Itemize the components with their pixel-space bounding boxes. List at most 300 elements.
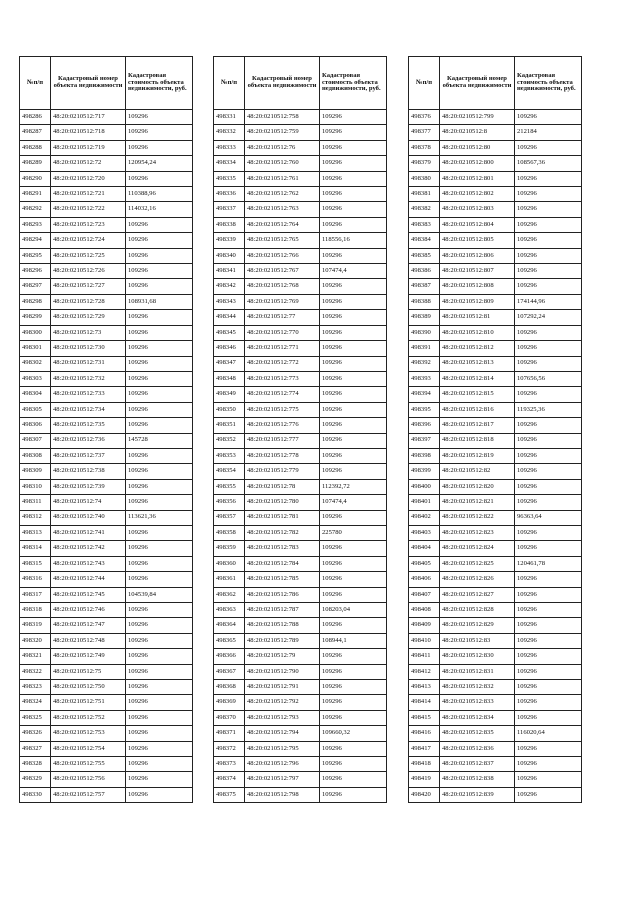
cadastral-cost-cell: 120461,78 [515, 556, 582, 571]
table-header-row [20, 57, 193, 110]
cadastral-number-cell: 48:20:0210512:820 [440, 479, 515, 494]
cadastral-cost-cell: 109296 [126, 680, 193, 695]
cadastral-number-cell: 48:20:0210512:831 [440, 664, 515, 679]
cadastral-number-cell: 48:20:0210512:76 [245, 140, 320, 155]
cadastral-number-cell: 48:20:0210512:744 [51, 572, 126, 587]
row-number-cell: 498369 [214, 695, 245, 710]
cadastral-cost-cell: 109296 [126, 741, 193, 756]
table-row [20, 171, 193, 186]
row-number-cell: 498383 [409, 217, 440, 232]
row-number-cell: 498319 [20, 618, 51, 633]
header-cadastral-cost: Кадастровая стоимость объекта недвижимости, руб. [126, 57, 193, 110]
row-number-cell: 498405 [409, 556, 440, 571]
row-number-cell: 498360 [214, 556, 245, 571]
table-row [409, 464, 582, 479]
row-number-cell: 498350 [214, 402, 245, 417]
cadastral-cost-cell: 109296 [126, 525, 193, 540]
cadastral-cost-cell: 109296 [320, 741, 387, 756]
cadastral-cost-cell: 109296 [126, 418, 193, 433]
table-row [214, 110, 387, 125]
table-row [20, 125, 193, 140]
table-row [20, 248, 193, 263]
table-header-row [409, 57, 582, 110]
cadastral-cost-cell: 109296 [320, 371, 387, 386]
row-number-cell: 498355 [214, 479, 245, 494]
cadastral-cost-cell: 109296 [515, 448, 582, 463]
row-number-cell: 498416 [409, 726, 440, 741]
cadastral-number-cell: 48:20:0210512:728 [51, 294, 126, 309]
row-number-cell: 498357 [214, 510, 245, 525]
table-row [20, 433, 193, 448]
header-cadastral-cost: Кадастровая стоимость объекта недвижимости, руб. [320, 57, 387, 110]
cadastral-cost-cell: 109296 [320, 140, 387, 155]
row-number-cell: 498349 [214, 387, 245, 402]
table-row [214, 464, 387, 479]
row-number-cell: 498410 [409, 633, 440, 648]
cadastral-cost-cell: 112392,72 [320, 479, 387, 494]
cadastral-cost-cell: 109296 [320, 217, 387, 232]
table-row [20, 695, 193, 710]
cadastral-number-cell: 48:20:0210512:827 [440, 587, 515, 602]
cadastral-number-cell: 48:20:0210512:753 [51, 726, 126, 741]
cadastral-number-cell: 48:20:0210512:725 [51, 248, 126, 263]
cadastral-cost-cell: 109296 [515, 325, 582, 340]
cadastral-cost-cell: 145728 [126, 433, 193, 448]
table-row [20, 217, 193, 232]
table-row [214, 556, 387, 571]
cadastral-cost-cell: 109296 [515, 202, 582, 217]
row-number-cell: 498327 [20, 741, 51, 756]
row-number-cell: 498415 [409, 710, 440, 725]
row-number-cell: 498407 [409, 587, 440, 602]
row-number-cell: 498347 [214, 356, 245, 371]
row-number-cell: 498372 [214, 741, 245, 756]
cadastral-number-cell: 48:20:0210512:717 [51, 110, 126, 125]
cadastral-cost-cell: 109296 [320, 171, 387, 186]
cadastral-number-cell: 48:20:0210512:83 [440, 633, 515, 648]
row-number-cell: 498397 [409, 433, 440, 448]
row-number-cell: 498387 [409, 279, 440, 294]
row-number-cell: 498373 [214, 757, 245, 772]
row-number-cell: 498362 [214, 587, 245, 602]
cadastral-cost-cell: 109296 [515, 664, 582, 679]
row-number-cell: 498377 [409, 125, 440, 140]
cadastral-cost-cell: 109296 [126, 541, 193, 556]
table-row [409, 387, 582, 402]
table-row [20, 525, 193, 540]
table-row [20, 464, 193, 479]
row-number-cell: 498296 [20, 264, 51, 279]
cadastral-number-cell: 48:20:0210512:779 [245, 464, 320, 479]
cadastral-cost-cell: 174144,96 [515, 294, 582, 309]
row-number-cell: 498328 [20, 757, 51, 772]
cadastral-cost-cell: 109296 [515, 603, 582, 618]
header-cadastral-cost: Кадастровая стоимость объекта недвижимости, руб. [515, 57, 582, 110]
cadastral-number-cell: 48:20:0210512:825 [440, 556, 515, 571]
cadastral-number-cell: 48:20:0210512:786 [245, 587, 320, 602]
table-row [214, 156, 387, 171]
cadastral-number-cell: 48:20:0210512:823 [440, 525, 515, 540]
cadastral-number-cell: 48:20:0210512:757 [51, 787, 126, 802]
row-number-cell: 498403 [409, 525, 440, 540]
table-row [409, 110, 582, 125]
row-number-cell: 498409 [409, 618, 440, 633]
cadastral-number-cell: 48:20:0210512:792 [245, 695, 320, 710]
cadastral-cost-cell: 109296 [320, 572, 387, 587]
cadastral-cost-cell: 109296 [515, 264, 582, 279]
cadastral-number-cell: 48:20:0210512:743 [51, 556, 126, 571]
row-number-cell: 498295 [20, 248, 51, 263]
table-row [409, 787, 582, 802]
cadastral-cost-cell: 114032,16 [126, 202, 193, 217]
row-number-cell: 498303 [20, 371, 51, 386]
cadastral-cost-cell: 109296 [515, 618, 582, 633]
cadastral-cost-cell: 109296 [320, 510, 387, 525]
table-row [409, 310, 582, 325]
cadastral-cost-cell: 119325,36 [515, 402, 582, 417]
cadastral-number-cell: 48:20:0210512:8 [440, 125, 515, 140]
cadastral-cost-cell: 109296 [126, 279, 193, 294]
cadastral-number-cell: 48:20:0210512:734 [51, 402, 126, 417]
table-row [409, 156, 582, 171]
cadastral-number-cell: 48:20:0210512:77 [245, 310, 320, 325]
table-row [409, 433, 582, 448]
cadastral-cost-cell: 109296 [515, 772, 582, 787]
row-number-cell: 498392 [409, 356, 440, 371]
row-number-cell: 498368 [214, 680, 245, 695]
cadastral-cost-cell: 109296 [320, 710, 387, 725]
cadastral-cost-cell: 109296 [515, 649, 582, 664]
cadastral-number-cell: 48:20:0210512:718 [51, 125, 126, 140]
cadastral-cost-cell: 109296 [320, 772, 387, 787]
cadastral-number-cell: 48:20:0210512:771 [245, 341, 320, 356]
table-row [214, 125, 387, 140]
table-row [409, 371, 582, 386]
table-row [214, 310, 387, 325]
table-row [409, 448, 582, 463]
table-row [214, 479, 387, 494]
row-number-cell: 498359 [214, 541, 245, 556]
table-row [214, 633, 387, 648]
cadastral-cost-cell: 104539,84 [126, 587, 193, 602]
table-row [20, 110, 193, 125]
cadastral-number-cell: 48:20:0210512:796 [245, 757, 320, 772]
cadastral-cost-cell: 109296 [515, 710, 582, 725]
cadastral-cost-cell: 109296 [320, 156, 387, 171]
cadastral-number-cell: 48:20:0210512:828 [440, 603, 515, 618]
table-row [20, 156, 193, 171]
row-number-cell: 498330 [20, 787, 51, 802]
row-number-cell: 498393 [409, 371, 440, 386]
row-number-cell: 498356 [214, 495, 245, 510]
cadastral-number-cell: 48:20:0210512:836 [440, 741, 515, 756]
cadastral-number-cell: 48:20:0210512:751 [51, 695, 126, 710]
cadastral-cost-cell: 109296 [515, 541, 582, 556]
row-number-cell: 498380 [409, 171, 440, 186]
table-row [214, 356, 387, 371]
row-number-cell: 498314 [20, 541, 51, 556]
cadastral-cost-cell: 109296 [515, 110, 582, 125]
cadastral-number-cell: 48:20:0210512:756 [51, 772, 126, 787]
cadastral-cost-cell: 109296 [320, 341, 387, 356]
table-row [409, 233, 582, 248]
cadastral-cost-cell: 109296 [320, 387, 387, 402]
row-number-cell: 498299 [20, 310, 51, 325]
cadastral-cost-cell: 109296 [126, 464, 193, 479]
cadastral-cost-cell: 109296 [515, 433, 582, 448]
table-row [409, 603, 582, 618]
row-number-cell: 498321 [20, 649, 51, 664]
table-row [20, 387, 193, 402]
cadastral-number-cell: 48:20:0210512:812 [440, 341, 515, 356]
table-row [409, 556, 582, 571]
table-row [409, 402, 582, 417]
header-number: №п/п [214, 57, 245, 110]
table-row [409, 510, 582, 525]
table-row [214, 171, 387, 186]
row-number-cell: 498334 [214, 156, 245, 171]
cadastral-number-cell: 48:20:0210512:785 [245, 572, 320, 587]
table-row [20, 710, 193, 725]
cadastral-cost-cell: 109296 [320, 325, 387, 340]
row-number-cell: 498400 [409, 479, 440, 494]
cadastral-number-cell: 48:20:0210512:798 [245, 787, 320, 802]
table-row [20, 572, 193, 587]
row-number-cell: 498378 [409, 140, 440, 155]
cadastral-cost-cell: 109296 [126, 448, 193, 463]
row-number-cell: 498331 [214, 110, 245, 125]
row-number-cell: 498335 [214, 171, 245, 186]
row-number-cell: 498388 [409, 294, 440, 309]
cadastral-number-cell: 48:20:0210512:740 [51, 510, 126, 525]
header-number: №п/п [20, 57, 51, 110]
row-number-cell: 498290 [20, 171, 51, 186]
row-number-cell: 498336 [214, 187, 245, 202]
row-number-cell: 498363 [214, 603, 245, 618]
cadastral-cost-cell: 109296 [515, 464, 582, 479]
row-number-cell: 498371 [214, 726, 245, 741]
row-number-cell: 498301 [20, 341, 51, 356]
table-row [409, 741, 582, 756]
row-number-cell: 498361 [214, 572, 245, 587]
row-number-cell: 498306 [20, 418, 51, 433]
table-row [214, 757, 387, 772]
cadastral-number-cell: 48:20:0210512:727 [51, 279, 126, 294]
cadastral-number-cell: 48:20:0210512:735 [51, 418, 126, 433]
cadastral-cost-cell: 109296 [320, 125, 387, 140]
table-row [20, 279, 193, 294]
row-number-cell: 498315 [20, 556, 51, 571]
table-row [214, 710, 387, 725]
cadastral-number-cell: 48:20:0210512:814 [440, 371, 515, 386]
row-number-cell: 498401 [409, 495, 440, 510]
table-row [20, 264, 193, 279]
cadastral-number-cell: 48:20:0210512:733 [51, 387, 126, 402]
cadastral-number-cell: 48:20:0210512:754 [51, 741, 126, 756]
table-row [214, 741, 387, 756]
table-row [409, 772, 582, 787]
cadastral-cost-cell: 109296 [515, 695, 582, 710]
table-row [20, 402, 193, 417]
cadastral-cost-cell: 109296 [515, 217, 582, 232]
table-row [409, 649, 582, 664]
cadastral-number-cell: 48:20:0210512:790 [245, 664, 320, 679]
row-number-cell: 498402 [409, 510, 440, 525]
row-number-cell: 498343 [214, 294, 245, 309]
cadastral-number-cell: 48:20:0210512:797 [245, 772, 320, 787]
table-row [214, 787, 387, 802]
row-number-cell: 498313 [20, 525, 51, 540]
cadastral-number-cell: 48:20:0210512:799 [440, 110, 515, 125]
cadastral-cost-cell: 109296 [515, 680, 582, 695]
cadastral-cost-cell: 109296 [515, 140, 582, 155]
table-row [214, 572, 387, 587]
row-number-cell: 498358 [214, 525, 245, 540]
table-row [20, 510, 193, 525]
row-number-cell: 498395 [409, 402, 440, 417]
cadastral-cost-cell: 109296 [320, 110, 387, 125]
cadastral-cost-cell: 109296 [515, 587, 582, 602]
cadastral-number-cell: 48:20:0210512:795 [245, 741, 320, 756]
row-number-cell: 498374 [214, 772, 245, 787]
table-row [20, 664, 193, 679]
row-number-cell: 498311 [20, 495, 51, 510]
cadastral-number-cell: 48:20:0210512:824 [440, 541, 515, 556]
cadastral-cost-cell: 109296 [126, 695, 193, 710]
row-number-cell: 498376 [409, 110, 440, 125]
table-row [214, 217, 387, 232]
cadastral-number-cell: 48:20:0210512:787 [245, 603, 320, 618]
cadastral-number-cell: 48:20:0210512:726 [51, 264, 126, 279]
table-row [20, 741, 193, 756]
cadastre-table-1 [19, 56, 193, 803]
row-number-cell: 498346 [214, 341, 245, 356]
table-row [20, 495, 193, 510]
row-number-cell: 498408 [409, 603, 440, 618]
table-row [214, 664, 387, 679]
row-number-cell: 498379 [409, 156, 440, 171]
row-number-cell: 498324 [20, 695, 51, 710]
cadastral-number-cell: 48:20:0210512:769 [245, 294, 320, 309]
row-number-cell: 498365 [214, 633, 245, 648]
cadastral-cost-cell: 109296 [320, 541, 387, 556]
cadastral-number-cell: 48:20:0210512:774 [245, 387, 320, 402]
cadastral-number-cell: 48:20:0210512:73 [51, 325, 126, 340]
cadastral-cost-cell: 109296 [320, 418, 387, 433]
cadastral-cost-cell: 109296 [126, 110, 193, 125]
cadastral-number-cell: 48:20:0210512:729 [51, 310, 126, 325]
table-row [214, 587, 387, 602]
cadastral-cost-cell: 109296 [126, 772, 193, 787]
cadastral-cost-cell: 109296 [320, 587, 387, 602]
cadastral-number-cell: 48:20:0210512:783 [245, 541, 320, 556]
cadastral-cost-cell: 109296 [126, 479, 193, 494]
cadastral-number-cell: 48:20:0210512:758 [245, 110, 320, 125]
cadastral-cost-cell: 109296 [515, 341, 582, 356]
table-row [409, 202, 582, 217]
cadastral-cost-cell: 107474,4 [320, 495, 387, 510]
cadastral-cost-cell: 109296 [320, 649, 387, 664]
cadastral-cost-cell: 109296 [126, 171, 193, 186]
cadastral-number-cell: 48:20:0210512:789 [245, 633, 320, 648]
row-number-cell: 498341 [214, 264, 245, 279]
row-number-cell: 498337 [214, 202, 245, 217]
table-row [409, 264, 582, 279]
cadastral-cost-cell: 109296 [515, 418, 582, 433]
cadastral-number-cell: 48:20:0210512:72 [51, 156, 126, 171]
table-row [214, 433, 387, 448]
cadastral-cost-cell: 109296 [320, 310, 387, 325]
row-number-cell: 498411 [409, 649, 440, 664]
table-row [409, 279, 582, 294]
cadastral-cost-cell: 109296 [320, 187, 387, 202]
cadastral-cost-cell: 107656,56 [515, 371, 582, 386]
table-row [409, 525, 582, 540]
cadastral-number-cell: 48:20:0210512:800 [440, 156, 515, 171]
cadastral-cost-cell: 110388,96 [126, 187, 193, 202]
cadastral-cost-cell: 109296 [126, 664, 193, 679]
table-row [214, 402, 387, 417]
cadastral-cost-cell: 109296 [320, 757, 387, 772]
row-number-cell: 498381 [409, 187, 440, 202]
cadastral-cost-cell: 212184 [515, 125, 582, 140]
cadastral-cost-cell: 120954,24 [126, 156, 193, 171]
cadastral-cost-cell: 109296 [126, 556, 193, 571]
cadastral-number-cell: 48:20:0210512:826 [440, 572, 515, 587]
row-number-cell: 498329 [20, 772, 51, 787]
cadastral-number-cell: 48:20:0210512:816 [440, 402, 515, 417]
table-row [20, 418, 193, 433]
cadastral-cost-cell: 109296 [320, 356, 387, 371]
header-cadastral-number: Кадастровый номер объекта недвижимости [245, 57, 320, 110]
table-row [214, 325, 387, 340]
row-number-cell: 498293 [20, 217, 51, 232]
row-number-cell: 498417 [409, 741, 440, 756]
table-row [409, 325, 582, 340]
cadastral-number-cell: 48:20:0210512:821 [440, 495, 515, 510]
table-row [409, 187, 582, 202]
cadastral-number-cell: 48:20:0210512:802 [440, 187, 515, 202]
row-number-cell: 498304 [20, 387, 51, 402]
row-number-cell: 498287 [20, 125, 51, 140]
table-row [214, 448, 387, 463]
row-number-cell: 498348 [214, 371, 245, 386]
cadastral-number-cell: 48:20:0210512:750 [51, 680, 126, 695]
row-number-cell: 498326 [20, 726, 51, 741]
cadastral-cost-cell: 109296 [320, 695, 387, 710]
cadastral-number-cell: 48:20:0210512:803 [440, 202, 515, 217]
cadastral-cost-cell: 109296 [126, 325, 193, 340]
table-row [409, 140, 582, 155]
cadastral-number-cell: 48:20:0210512:742 [51, 541, 126, 556]
row-number-cell: 498391 [409, 341, 440, 356]
table-row [409, 695, 582, 710]
table-row [20, 787, 193, 802]
row-number-cell: 498297 [20, 279, 51, 294]
cadastral-cost-cell: 109296 [515, 757, 582, 772]
row-number-cell: 498396 [409, 418, 440, 433]
table-row [214, 680, 387, 695]
table-row [409, 248, 582, 263]
table-row [20, 341, 193, 356]
cadastral-number-cell: 48:20:0210512:80 [440, 140, 515, 155]
cadastral-number-cell: 48:20:0210512:780 [245, 495, 320, 510]
cadastral-cost-cell: 109296 [126, 356, 193, 371]
row-number-cell: 498390 [409, 325, 440, 340]
row-number-cell: 498289 [20, 156, 51, 171]
cadastral-number-cell: 48:20:0210512:730 [51, 341, 126, 356]
cadastral-cost-cell: 109296 [515, 495, 582, 510]
